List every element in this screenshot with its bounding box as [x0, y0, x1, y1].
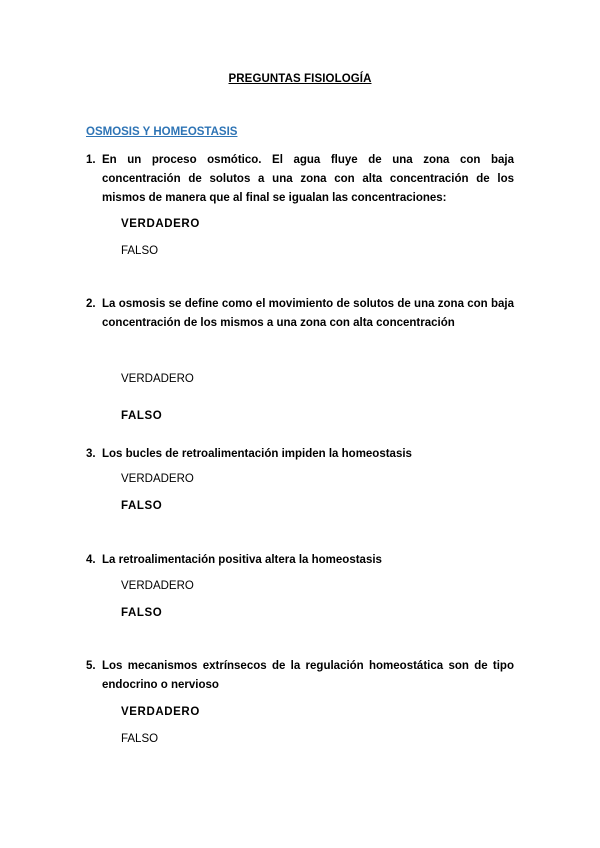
option-falso: FALSO: [121, 245, 159, 257]
question-4: [86, 551, 514, 570]
question-number: 1.: [86, 154, 96, 166]
option-verdadero: VERDADERO: [121, 580, 194, 592]
option-falso: FALSO: [121, 410, 163, 422]
question-number: 3.: [86, 448, 96, 460]
option-falso: FALSO: [121, 500, 163, 512]
question-1: [86, 151, 514, 208]
option-verdadero: VERDADERO: [121, 218, 200, 230]
question-text: En un proceso osmótico. El agua fluye de una zona con baja concentración de solutos a una zona con alta concentración de los mismos de manera que al final se igualan las concentraciones:: [102, 154, 514, 204]
option-falso: FALSO: [121, 607, 163, 619]
question-2: [86, 295, 514, 333]
question-number: 2.: [86, 298, 96, 310]
question-text: La retroalimentación positiva altera la homeostasis: [102, 554, 382, 566]
document-title: PREGUNTAS FISIOLOGÍA: [228, 73, 372, 85]
question-text: Los mecanismos extrínsecos de la regulación homeostática son de tipo endocrino o nervioso: [102, 660, 514, 691]
question-number: 4.: [86, 554, 96, 566]
question-5: [86, 657, 514, 695]
question-3: [86, 445, 514, 464]
option-falso: FALSO: [121, 733, 159, 745]
option-verdadero: VERDADERO: [121, 473, 194, 485]
section-title: OSMOSIS Y HOMEOSTASIS: [86, 126, 238, 138]
question-text: La osmosis se define como el movimiento de solutos de una zona con baja concentración de los mismos a una zona con alta concentración: [102, 298, 514, 329]
option-verdadero: VERDADERO: [121, 706, 200, 718]
question-text: Los bucles de retroalimentación impiden la homeostasis: [102, 448, 412, 460]
question-number: 5.: [86, 660, 96, 672]
option-verdadero: VERDADERO: [121, 373, 194, 385]
